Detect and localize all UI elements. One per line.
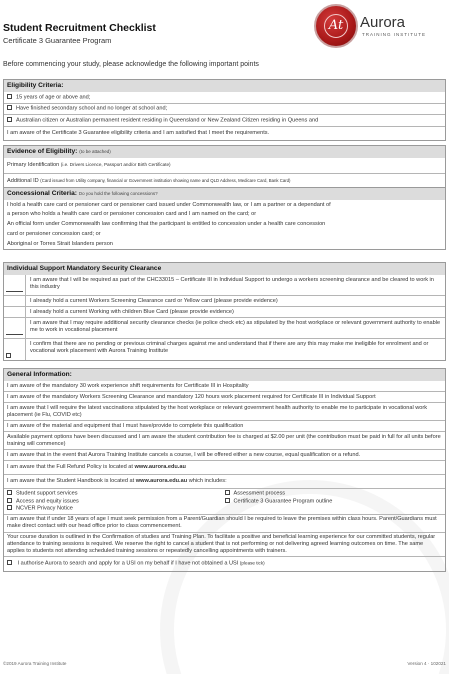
footer-version: Version 4 · 102021 bbox=[407, 661, 446, 666]
general-line: I am aware of the mandatory Workers Screening Clearance and mandatory 120 hours work placement required for Certificate III in Individual Support bbox=[4, 392, 445, 403]
security-ack-field[interactable] bbox=[4, 318, 26, 338]
security-ack-field[interactable] bbox=[4, 307, 26, 317]
security-item bbox=[4, 339, 445, 360]
refund-policy-link[interactable]: www.aurora.edu.au bbox=[134, 464, 186, 471]
handbook-checkbox[interactable] bbox=[225, 490, 230, 495]
aurora-logo bbox=[310, 4, 448, 48]
security-item bbox=[4, 275, 445, 296]
primary-id-detail: (i.e. Drivers Licence, Passport and/or Birth Certificate) bbox=[60, 162, 171, 168]
concession-line: I hold a health care card or pensioner card or pensioner card issued under Commonwealth law, or I am a partner or a dependant of bbox=[7, 201, 331, 208]
page-subtitle: Certificate 3 Guarantee Program bbox=[3, 36, 112, 46]
general-line: Available payment options have been discussed and I am aware the student contribution fee is charged at $2.00 per unit (the contribution must be paid in full for all units before training will commence) bbox=[4, 432, 445, 450]
concession-line: card or pensioner concession card; or bbox=[7, 230, 101, 237]
security-item bbox=[4, 318, 445, 339]
handbook-items bbox=[4, 489, 445, 514]
primary-id-label: Primary Identification bbox=[7, 162, 60, 169]
footer-copyright: ©2019 Aurora Training Institute bbox=[3, 661, 67, 666]
security-ack-field[interactable] bbox=[4, 275, 26, 295]
evidence-note: (to be attached) bbox=[79, 149, 111, 154]
security-item-label: I am aware that I will be required as part of the CHC33015 – Certificate III in Individual Support to undergo a workers screening clearance and be cleared to work in this industry bbox=[30, 276, 434, 290]
refund-policy-row bbox=[4, 461, 445, 475]
security-item-label: I already hold a current Workers Screening Clearance card or Yellow card (please provide evidence) bbox=[30, 297, 278, 304]
page-title: Student Recruitment Checklist bbox=[3, 22, 156, 34]
concession-heading-label: Concessional Criteria: bbox=[7, 190, 77, 197]
concession-line: An official form under Commonwealth law confirming that the participant is entitled to concession under a health care concession bbox=[7, 221, 326, 228]
handbook-item-label: NCVER Privacy Notice bbox=[16, 505, 73, 512]
eligibility-checkbox[interactable] bbox=[7, 94, 12, 99]
security-heading: Individual Support Mandatory Security Clearance bbox=[4, 263, 445, 275]
refund-policy-label: I am aware that the Full Refund Policy is located at bbox=[7, 464, 133, 471]
usi-row bbox=[4, 557, 445, 570]
eligibility-section bbox=[3, 79, 446, 141]
security-item-label: I am aware that I may require additional security clearance checks (ie police check etc) as stipulated by the host workplace or relevant government authority to enable me to work in vocational placement bbox=[30, 319, 441, 333]
usi-checkbox[interactable] bbox=[7, 560, 12, 565]
intro-text: Before commencing your study, please acknowledge the following important points bbox=[3, 61, 259, 68]
handbook-label: I am aware that the Student Handbook is located at bbox=[7, 478, 135, 485]
primary-id-row[interactable] bbox=[4, 158, 445, 174]
eligibility-item-label: Have finished secondary school and no longer at school and; bbox=[16, 105, 168, 112]
general-line: I am aware that I will require the latest vaccinations stipulated by the host workplace or relevant government health authority to enable me to participate in vocational work placement (ie Flu, COVID etc) bbox=[4, 403, 445, 421]
general-line: I am aware of the material and equipment that I must have/provide to complete this qualification bbox=[4, 421, 445, 432]
general-line: I am aware that if under 18 years of age I must seek permission from a Parent/Guardian should I be required to leave the premises within class hours. Parent/Guardians must make direct contact with our head office prior to class commencement. bbox=[4, 515, 445, 533]
handbook-checkbox[interactable] bbox=[225, 498, 230, 503]
evidence-section bbox=[3, 145, 446, 190]
eligibility-checkbox[interactable] bbox=[7, 105, 12, 110]
handbook-item-label: Access and equity issues bbox=[16, 498, 79, 505]
security-ack-field[interactable] bbox=[4, 296, 26, 306]
eligibility-item bbox=[4, 92, 445, 103]
security-section bbox=[3, 262, 446, 361]
concession-note: Do you hold the following concessions? bbox=[78, 191, 158, 196]
eligibility-item bbox=[4, 104, 445, 115]
handbook-row bbox=[4, 475, 445, 489]
security-item bbox=[4, 307, 445, 318]
general-line: I am aware that in the event that Aurora Training Institute cancels a course, I will be offered either a new course, equal qualification or a refund. bbox=[4, 450, 445, 461]
handbook-item-label: Student support services bbox=[16, 490, 78, 497]
handbook-item-label: Assessment process bbox=[233, 490, 286, 497]
handbook-item-label: Certificate 3 Guarantee Program outline bbox=[233, 498, 333, 505]
eligibility-item-label: 15 years of age or above and; bbox=[16, 94, 91, 101]
logo-tagline: TRAINING INSTITUTE bbox=[362, 32, 426, 37]
concession-line: a person who holds a health care card or pensioner concession card and I am named on the card; or bbox=[7, 211, 257, 218]
handbook-suffix: which includes: bbox=[188, 478, 227, 485]
handbook-checkbox[interactable] bbox=[7, 490, 12, 495]
usi-label: I authorise Aurora to search and apply for a USI on my behalf if I have not obtained a USI bbox=[17, 560, 239, 567]
security-item-label: I confirm that there are no pending or previous criminal charges against me and understand that if there are any this may make me ineligible for enrolment and or vocational work placement with Aurora Training Institute bbox=[30, 340, 429, 354]
logo-name: Aurora bbox=[360, 14, 406, 31]
additional-id-detail: (Card issued from Utility company, financial or Government institution showing name and QLD Address, Medicare Card, Bank Card) bbox=[40, 178, 291, 184]
security-ack-field[interactable] bbox=[4, 339, 26, 360]
handbook-checkbox[interactable] bbox=[7, 505, 12, 510]
general-heading: General Information: bbox=[4, 369, 445, 381]
security-item bbox=[4, 296, 445, 307]
logo-seal-icon bbox=[314, 4, 358, 48]
concession-heading bbox=[4, 188, 445, 200]
concession-line: Aboriginal or Torres Strait Islanders person bbox=[7, 240, 113, 247]
eligibility-item bbox=[4, 115, 445, 126]
usi-detail: (please tick) bbox=[239, 560, 265, 566]
eligibility-statement: I am aware of the Certificate 3 Guarantee eligibility criteria and I am satisfied that I meet the requirements. bbox=[7, 129, 270, 136]
eligibility-item-label: Australian citizen or Australian permanent resident residing in Queensland or New Zealand Citizen residing in Queens and bbox=[16, 117, 319, 124]
document-header bbox=[3, 22, 156, 46]
eligibility-heading: Eligibility Criteria: bbox=[4, 80, 445, 92]
evidence-heading bbox=[4, 146, 445, 158]
general-line: I am aware of the mandatory 30 work experience shift requirements for Certificate III in Hospitality bbox=[4, 381, 445, 392]
security-item-label: I already hold a current Working with children Blue Card (please provide evidence) bbox=[30, 308, 234, 315]
evidence-heading-label: Evidence of Eligibility: bbox=[7, 148, 78, 155]
page-footer bbox=[3, 661, 446, 667]
concession-section bbox=[3, 187, 446, 250]
handbook-link[interactable]: www.aurora.edu.au bbox=[135, 478, 188, 485]
additional-id-label: Additional ID bbox=[7, 178, 39, 185]
general-line: Your course duration is outlined in the Confirmation of studies and Training Plan. To facilitate a positive and beneficial learning experience for our committed students, regular attendance to training sessions is required. We reserve the right to cancel a student that is not performing or not delivering agreed learning outcomes on time. The same applies to students not attending scheduled training sessions or repeatedly cancelling appointments with trainers. bbox=[4, 533, 445, 558]
handbook-checkbox[interactable] bbox=[7, 498, 12, 503]
general-section bbox=[3, 368, 446, 572]
eligibility-checkbox[interactable] bbox=[7, 117, 12, 122]
logo-seal-letter: At bbox=[324, 14, 348, 38]
